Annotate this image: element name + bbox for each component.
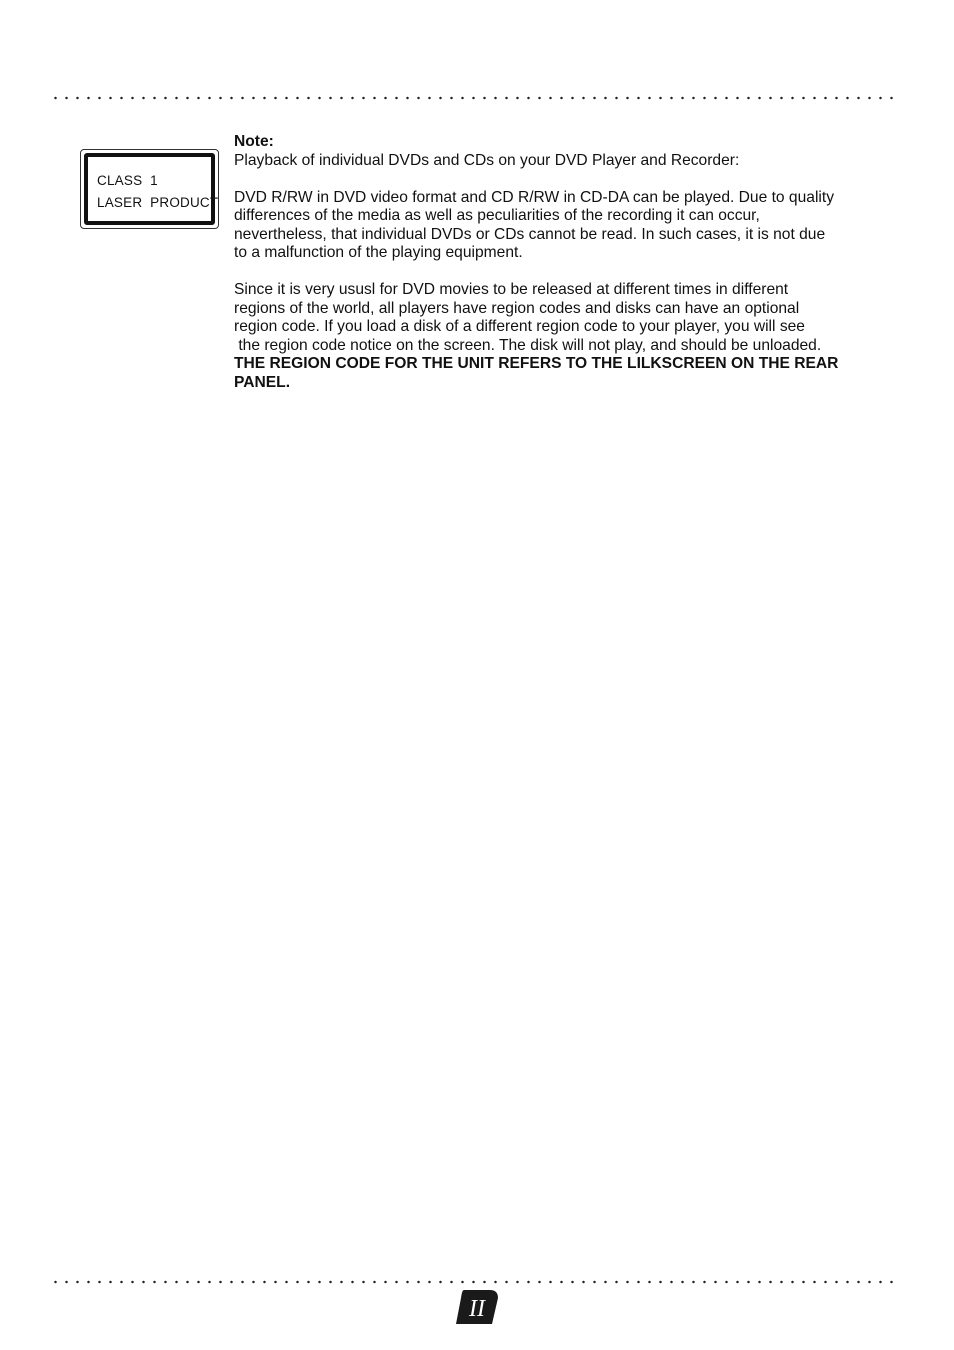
note-section	[234, 133, 894, 392]
paragraph-gap	[234, 170, 894, 189]
paragraph-2-line: regions of the world, all players have region codes and disks can have an optional	[234, 299, 800, 317]
paragraph-1-line: nevertheless, that individual DVDs or CDs cannot be read. In such cases, it is not due	[234, 225, 826, 243]
top-dotted-rule	[50, 96, 896, 100]
region-code-notice: PANEL.	[234, 373, 291, 391]
page-number-badge	[456, 1290, 498, 1324]
paragraph-gap	[234, 263, 894, 282]
paragraph-2-line: the region code notice on the screen. The disk will not play, and should be unloaded.	[234, 336, 822, 354]
page-number: II	[469, 1296, 485, 1322]
note-paragraph-1	[234, 189, 894, 263]
paragraph-2-line: region code. If you load a disk of a different region code to your player, you will see	[234, 318, 805, 335]
note-heading: Note:	[234, 133, 274, 150]
laser-class-text: CLASS 1	[97, 173, 158, 188]
note-intro: Playback of individual DVDs and CDs on your DVD Player and Recorder:	[234, 151, 740, 169]
paragraph-2-line: Since it is very ususl for DVD movies to be released at different times in different	[234, 281, 789, 298]
region-code-notice: THE REGION CODE FOR THE UNIT REFERS TO THE LILKSCREEN ON THE REAR	[234, 355, 839, 372]
note-paragraph-2	[234, 281, 894, 392]
bottom-dotted-rule	[50, 1280, 896, 1284]
laser-product-text: LASER PRODUCT	[97, 195, 219, 210]
paragraph-1-line: differences of the media as well as peculiarities of the recording it can occur,	[234, 207, 760, 224]
laser-product-label-inner	[84, 153, 219, 225]
laser-product-label	[80, 149, 219, 229]
paragraph-1-line: to a malfunction of the playing equipment.	[234, 244, 523, 261]
paragraph-1-line: DVD R/RW in DVD video format and CD R/RW in CD-DA can be played. Due to quality	[234, 188, 835, 206]
